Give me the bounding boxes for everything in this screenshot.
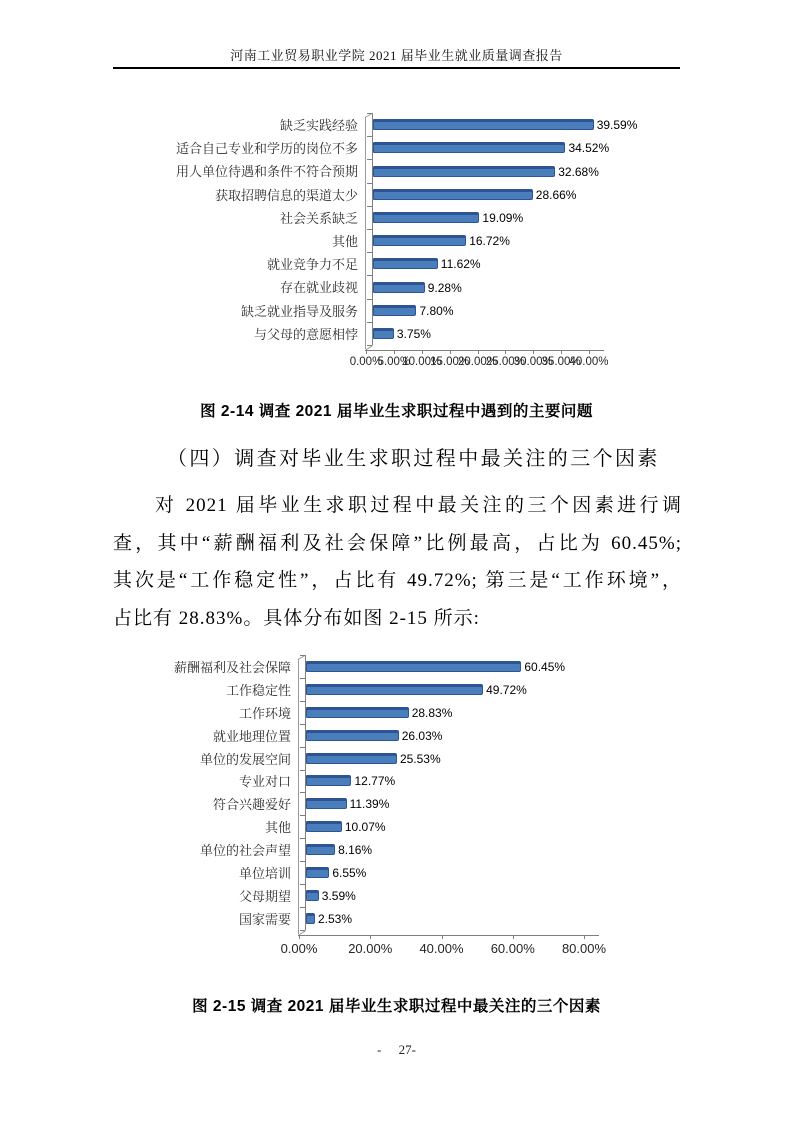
y-axis-tick <box>367 299 372 300</box>
y-axis-tick <box>300 907 305 908</box>
bar <box>306 775 351 786</box>
x-axis-tick <box>561 350 562 354</box>
category-label: 存在就业歧视 <box>279 280 358 296</box>
bar <box>373 282 425 293</box>
x-axis-tick-label: 5.00% <box>377 356 411 368</box>
category-axis <box>175 113 365 385</box>
header-divider-line <box>113 67 680 69</box>
y-axis-tick <box>300 884 305 885</box>
axis-3d-wall <box>365 117 366 349</box>
axis-3d-wall <box>298 659 299 934</box>
figure-2-14-caption: 图 2-14 调查 2021 届毕业生求职过程中遇到的主要问题 <box>200 403 593 420</box>
bar-value-label: 2.53% <box>318 911 353 926</box>
x-axis-tick <box>299 935 300 939</box>
y-axis-tick <box>367 206 372 207</box>
bar <box>306 753 397 764</box>
figure-2-15-caption: 图 2-15 调查 2021 届毕业生求职过程中最关注的三个因素 <box>192 998 601 1015</box>
page-header-title: 河南工业贸易职业学院 2021 届毕业生就业质量调查报告 <box>230 48 563 63</box>
x-axis-tick <box>533 350 534 354</box>
y-axis-tick <box>367 183 372 184</box>
bar-value-label: 39.59% <box>596 118 638 133</box>
x-axis-tick-label: 35.00% <box>541 356 581 368</box>
category-label: 父母期望 <box>238 888 291 904</box>
bar-value-label: 26.03% <box>401 728 443 743</box>
bar-value-label: 60.45% <box>524 659 566 674</box>
bar-value-label: 12.77% <box>354 774 396 789</box>
plot-area <box>349 113 655 385</box>
bar <box>306 798 347 809</box>
category-label: 适合自己专业和学历的岗位不多 <box>175 141 358 157</box>
category-axis <box>173 655 298 970</box>
bar-value-label: 28.83% <box>411 705 453 720</box>
bar-value-label: 3.75% <box>396 326 431 341</box>
paragraph-line: 查，其中“薪酬福利及社会保障”比例最高，占比为 60.45%; <box>113 532 682 554</box>
bar <box>373 235 466 246</box>
bar <box>373 305 416 316</box>
y-axis-tick <box>300 838 305 839</box>
bar <box>306 684 483 695</box>
y-axis-tick <box>300 678 305 679</box>
category-label: 工作稳定性 <box>225 682 291 698</box>
category-label: 单位的社会声望 <box>199 843 291 859</box>
category-label: 专业对口 <box>238 774 291 790</box>
y-axis-tick <box>367 159 372 160</box>
bar-value-label: 3.59% <box>321 888 356 903</box>
plot-area <box>280 655 650 970</box>
x-axis-line <box>365 350 604 351</box>
category-label: 薪酬福利及社会保障 <box>173 659 291 675</box>
bar-value-label: 11.62% <box>440 257 481 272</box>
x-axis-tick-label: 20.00% <box>348 940 393 956</box>
category-label: 其他 <box>264 820 291 836</box>
category-label: 社会关系缺乏 <box>279 210 358 226</box>
bar-value-label: 6.55% <box>332 866 367 881</box>
y-axis-tick <box>367 252 372 253</box>
bar <box>306 913 315 924</box>
bar-value-label: 28.66% <box>535 187 577 202</box>
y-axis-line <box>305 655 306 930</box>
x-axis-tick-label: 0.00% <box>280 940 318 956</box>
bar <box>373 212 479 223</box>
bar <box>373 166 555 177</box>
y-axis-tick <box>300 930 305 931</box>
bar-value-label: 19.09% <box>482 210 524 225</box>
x-axis-tick <box>589 350 590 354</box>
bar <box>306 661 521 672</box>
bar-value-label: 10.07% <box>344 820 386 835</box>
paragraph-line: 对 2021 届毕业生求职过程中最关注的三个因素进行调 <box>155 495 682 516</box>
x-axis-tick <box>370 935 371 939</box>
x-axis-tick-label: 40.00% <box>419 940 464 956</box>
x-axis-tick <box>422 350 423 354</box>
page-number: - 27- <box>377 1042 416 1057</box>
category-label: 用人单位待遇和条件不符合预期 <box>175 164 358 180</box>
x-axis-line <box>298 935 599 936</box>
x-axis-tick-label: 0.00% <box>349 356 383 368</box>
category-label: 就业地理位置 <box>212 728 291 744</box>
category-label: 单位的发展空间 <box>199 751 291 767</box>
y-axis-tick <box>367 113 372 114</box>
x-axis-tick <box>478 350 479 354</box>
y-axis-tick <box>300 747 305 748</box>
bar <box>373 142 565 153</box>
category-label: 与父母的意愿相悖 <box>253 326 358 342</box>
bar <box>306 844 335 855</box>
category-label: 单位培训 <box>238 865 291 881</box>
x-axis-tick <box>505 350 506 354</box>
y-axis-tick <box>367 345 372 346</box>
bar <box>373 328 394 339</box>
y-axis-tick <box>367 275 372 276</box>
bar-value-label: 49.72% <box>486 682 527 697</box>
bar <box>373 189 533 200</box>
x-axis-tick <box>450 350 451 354</box>
x-axis-tick-label: 40.00% <box>569 356 609 368</box>
bar <box>306 890 319 901</box>
x-axis-tick-label: 30.00% <box>513 356 553 368</box>
category-label: 获取招聘信息的渠道太少 <box>214 187 358 203</box>
category-label: 缺乏实践经验 <box>279 118 358 134</box>
x-axis-tick-label: 20.00% <box>457 356 497 368</box>
paragraph-line: 其次是“工作稳定性”，占比有 49.72%; 第三是“工作环境”， <box>113 570 682 592</box>
x-axis-tick-label: 25.00% <box>485 356 525 368</box>
x-axis-tick <box>394 350 395 354</box>
x-axis-tick <box>584 935 585 939</box>
y-axis-tick <box>300 724 305 725</box>
category-label: 国家需要 <box>238 911 291 927</box>
bar-value-label: 32.68% <box>558 164 599 179</box>
bar-value-label: 25.53% <box>399 751 441 766</box>
y-axis-tick <box>367 136 372 137</box>
y-axis-tick <box>367 229 372 230</box>
category-label: 其他 <box>331 234 358 250</box>
y-axis-tick <box>300 861 305 862</box>
bar-value-label: 8.16% <box>338 843 373 858</box>
bar <box>373 258 438 269</box>
y-axis-tick <box>300 770 305 771</box>
x-axis-tick-label: 60.00% <box>490 940 535 956</box>
bar <box>373 119 594 130</box>
bar-value-label: 7.80% <box>419 303 454 318</box>
bar <box>306 730 399 741</box>
bar-value-label: 16.72% <box>469 234 510 249</box>
x-axis-tick <box>366 350 367 354</box>
x-axis-tick <box>442 935 443 939</box>
x-axis-tick-label: 80.00% <box>561 940 607 956</box>
chart-job-search-problems <box>175 113 655 385</box>
x-axis-tick-label: 15.00% <box>430 356 470 368</box>
x-axis-tick <box>513 935 514 939</box>
y-axis-tick <box>300 815 305 816</box>
y-axis-tick <box>367 322 372 323</box>
chart-top-concern-factors <box>173 655 650 970</box>
paragraph-line: 占比有 28.83%。具体分布如图 2-15 所示: <box>113 607 480 629</box>
bar <box>306 867 329 878</box>
category-label: 符合兴趣爱好 <box>212 797 291 813</box>
category-label: 工作环境 <box>238 705 291 721</box>
x-axis-tick-label: 10.00% <box>402 356 442 368</box>
category-label: 缺乏就业指导及服务 <box>240 303 358 319</box>
bar <box>306 821 342 832</box>
y-axis-tick <box>300 792 305 793</box>
category-label: 就业竞争力不足 <box>266 257 358 273</box>
bar <box>306 707 409 718</box>
section-heading-four: （四）调查对毕业生求职过程中最关注的三个因素 <box>167 448 660 470</box>
bar-value-label: 11.39% <box>349 797 390 812</box>
y-axis-tick <box>300 655 305 656</box>
bar-value-label: 9.28% <box>427 280 462 295</box>
y-axis-tick <box>300 701 305 702</box>
bar-value-label: 34.52% <box>568 141 610 156</box>
body-paragraph <box>113 487 682 637</box>
